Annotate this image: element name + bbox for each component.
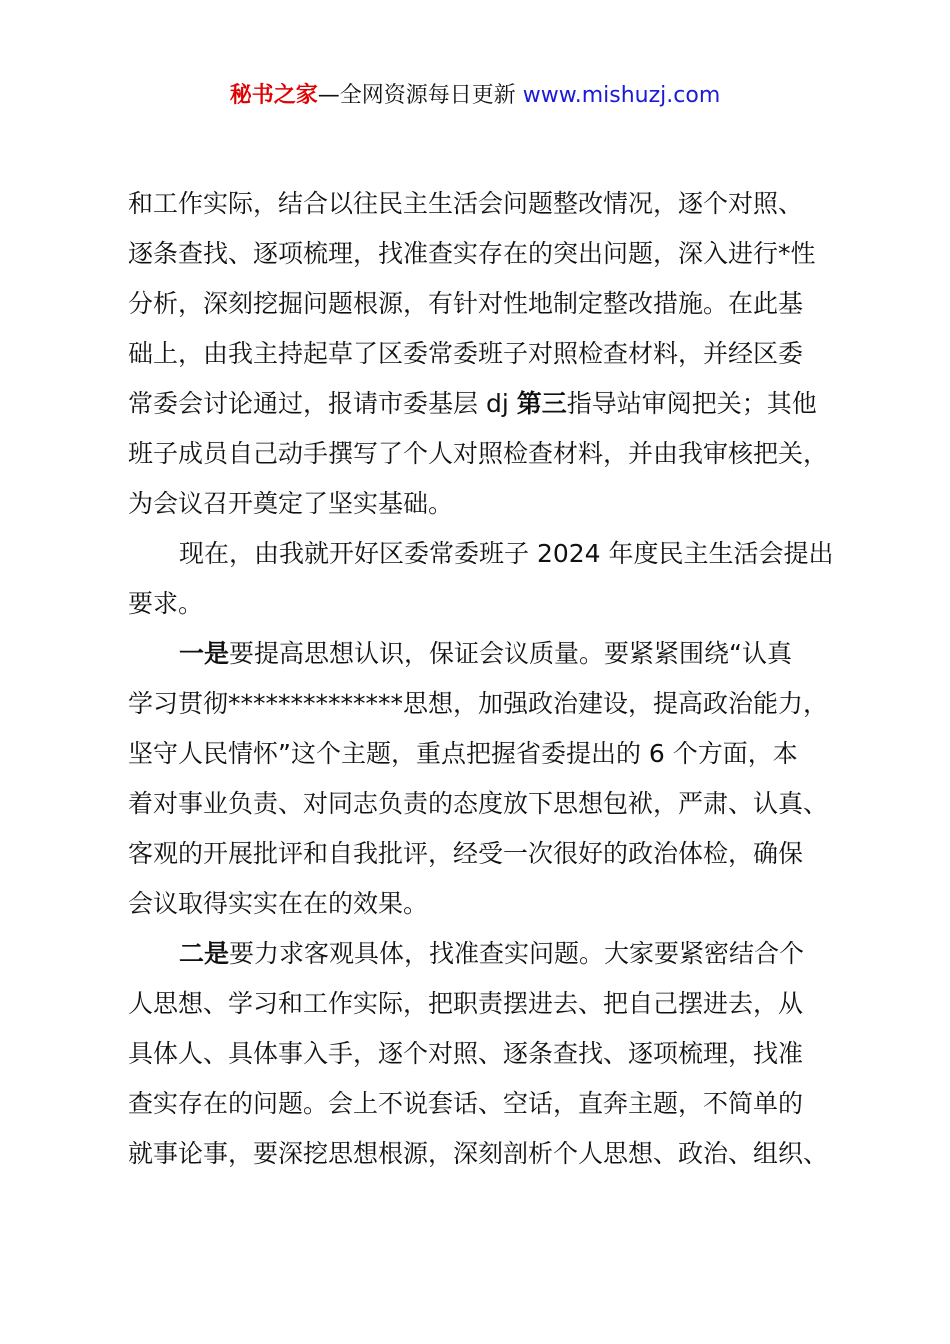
text-line: 为会议召开奠定了坚实基础。 bbox=[128, 489, 454, 518]
text-line: 学习贯彻**************思想，加强政治建设，提高政治能力， bbox=[128, 689, 829, 718]
point-label: 一是 bbox=[179, 639, 230, 668]
bold-text: 第三 bbox=[516, 389, 567, 418]
text-line: 和工作实际，结合以往民主生活会问题整改情况，逐个对照、 bbox=[128, 189, 804, 218]
text-run: 要提高思想认识，保证会议质量。要紧紧围绕“认真 bbox=[229, 639, 792, 668]
text-run: 常委会讨论通过，报请市委基层 dj bbox=[128, 389, 517, 418]
text-line: 客观的开展批评和自我批评，经受一次很好的政治体检，确保 bbox=[128, 839, 804, 868]
paragraph-3 bbox=[128, 629, 863, 929]
text-line: 坚守人民情怀”这个主题，重点把握省委提出的 6 个方面，本 bbox=[128, 739, 798, 768]
text-line: 人思想、学习和工作实际，把职责摆进去、把自己摆进去，从 bbox=[128, 989, 804, 1018]
paragraph-2 bbox=[128, 529, 863, 629]
text-line: 会议取得实实在在的效果。 bbox=[128, 889, 429, 918]
paragraph-4 bbox=[128, 929, 863, 1179]
site-tagline: —全网资源每日更新 bbox=[317, 83, 523, 108]
text-line: 础上，由我主持起草了区委常委班子对照检查材料，并经区委 bbox=[128, 339, 804, 368]
paragraph-1 bbox=[128, 179, 863, 529]
text-line: 逐条查找、逐项梳理，找准查实存在的突出问题，深入进行*性 bbox=[128, 239, 816, 268]
document-body bbox=[128, 179, 863, 1179]
text-line bbox=[128, 629, 863, 679]
text-line: 具体人、具体事入手，逐个对照、逐条查找、逐项梳理，找准 bbox=[128, 1039, 804, 1068]
text-line: 就事论事，要深挖思想根源，深刻剖析个人思想、政治、组织、 bbox=[128, 1139, 829, 1168]
site-url[interactable]: www.mishuzj.com bbox=[522, 83, 721, 108]
text-line: 班子成员自己动手撰写了个人对照检查材料，并由我审核把关， bbox=[128, 439, 829, 468]
text-line: 查实存在的问题。会上不说套话、空话，直奔主题，不简单的 bbox=[128, 1089, 804, 1118]
site-header bbox=[0, 80, 950, 112]
text-line: 着对事业负责、对同志负责的态度放下思想包袱，严肃、认真、 bbox=[128, 789, 829, 818]
text-line bbox=[128, 379, 863, 429]
text-line bbox=[128, 929, 863, 979]
site-brand: 秘书之家 bbox=[229, 83, 318, 108]
text-line: 现在，由我就开好区委常委班子 2024 年度民主生活会提出 bbox=[179, 539, 834, 568]
point-label: 二是 bbox=[179, 939, 230, 968]
text-run: 指导站审阅把关；其他 bbox=[566, 389, 817, 418]
text-line: 要求。 bbox=[128, 589, 204, 618]
text-run: 要力求客观具体，找准查实问题。大家要紧密结合个 bbox=[229, 939, 805, 968]
text-line: 分析，深刻挖掘问题根源，有针对性地制定整改措施。在此基 bbox=[128, 289, 804, 318]
